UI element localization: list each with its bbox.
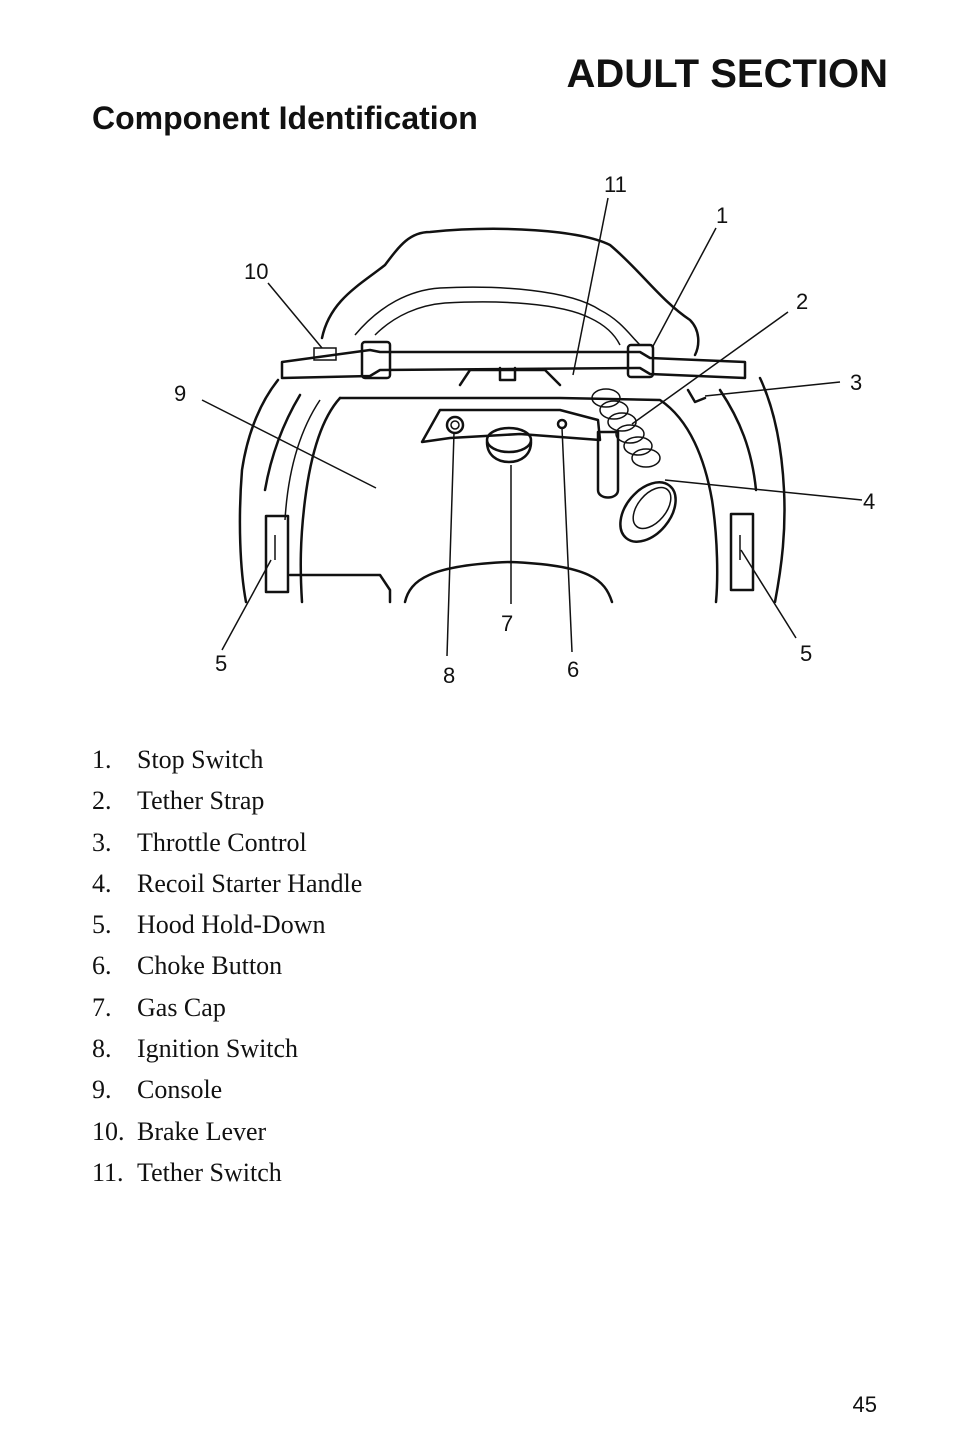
legend-label: Gas Cap xyxy=(137,992,226,1022)
legend-number: 7. xyxy=(92,992,112,1022)
legend-label: Ignition Switch xyxy=(137,1034,299,1064)
legend-item xyxy=(92,783,362,824)
legend-number: 6. xyxy=(92,951,112,981)
legend-item xyxy=(92,1155,362,1196)
legend-number: 11. xyxy=(92,1157,124,1187)
callout-7: 7 xyxy=(501,611,514,636)
callout-5-right: 5 xyxy=(800,641,813,666)
hood-hold-down-left xyxy=(266,516,288,592)
section-title: ADULT SECTION xyxy=(566,52,888,96)
legend-label: Hood Hold-Down xyxy=(137,910,326,940)
legend-label: Console xyxy=(137,1075,223,1105)
legend-item xyxy=(92,1114,362,1155)
callout-5-left: 5 xyxy=(215,651,228,676)
legend-item xyxy=(92,948,362,989)
legend-label: Throttle Control xyxy=(137,827,307,857)
ignition-switch xyxy=(447,417,463,433)
legend-label: Choke Button xyxy=(137,951,283,981)
callout-9: 9 xyxy=(174,381,187,406)
legend-number: 3. xyxy=(92,827,112,857)
legend-label: Stop Switch xyxy=(137,745,264,774)
callout-6: 6 xyxy=(567,657,580,682)
legend-label: Brake Lever xyxy=(137,1116,267,1146)
choke-button xyxy=(558,420,566,428)
legend-number: 10. xyxy=(92,1116,125,1146)
callout-2: 2 xyxy=(796,289,809,314)
callout-3: 3 xyxy=(850,370,863,395)
recoil-starter-handle xyxy=(609,472,686,552)
legend-number: 2. xyxy=(92,786,112,816)
seat xyxy=(405,562,612,602)
legend-item xyxy=(92,1031,362,1072)
legend-label: Tether Switch xyxy=(137,1157,282,1187)
legend-item xyxy=(92,990,362,1031)
hood-outline xyxy=(240,380,278,602)
handlebar xyxy=(282,350,745,378)
dash-panel xyxy=(422,410,600,442)
page-number: 45 xyxy=(852,1392,877,1417)
legend-item xyxy=(92,1072,362,1113)
throttle-control xyxy=(688,390,705,402)
legend-item xyxy=(92,825,362,866)
callout-10: 10 xyxy=(244,259,269,284)
legend-number: 1. xyxy=(92,745,112,774)
callout-8: 8 xyxy=(443,663,456,688)
legend-item xyxy=(92,866,362,907)
legend-item xyxy=(92,742,362,783)
callout-1: 1 xyxy=(716,203,729,228)
console xyxy=(301,398,340,602)
tether-switch xyxy=(598,432,618,498)
legend-number: 5. xyxy=(92,910,112,940)
legend-label: Recoil Starter Handle xyxy=(137,868,363,898)
component-legend xyxy=(92,742,362,1196)
legend-label: Tether Strap xyxy=(137,786,265,816)
callout-11: 11 xyxy=(604,172,627,197)
legend-number: 9. xyxy=(92,1075,112,1105)
legend-number: 4. xyxy=(92,868,112,898)
legend-number: 8. xyxy=(92,1034,112,1064)
callout-4: 4 xyxy=(863,489,876,514)
gas-cap xyxy=(487,428,531,452)
snowmobile-component-diagram xyxy=(0,160,954,720)
windshield xyxy=(322,229,698,355)
page-heading: Component Identification xyxy=(92,100,478,136)
legend-item xyxy=(92,907,362,948)
